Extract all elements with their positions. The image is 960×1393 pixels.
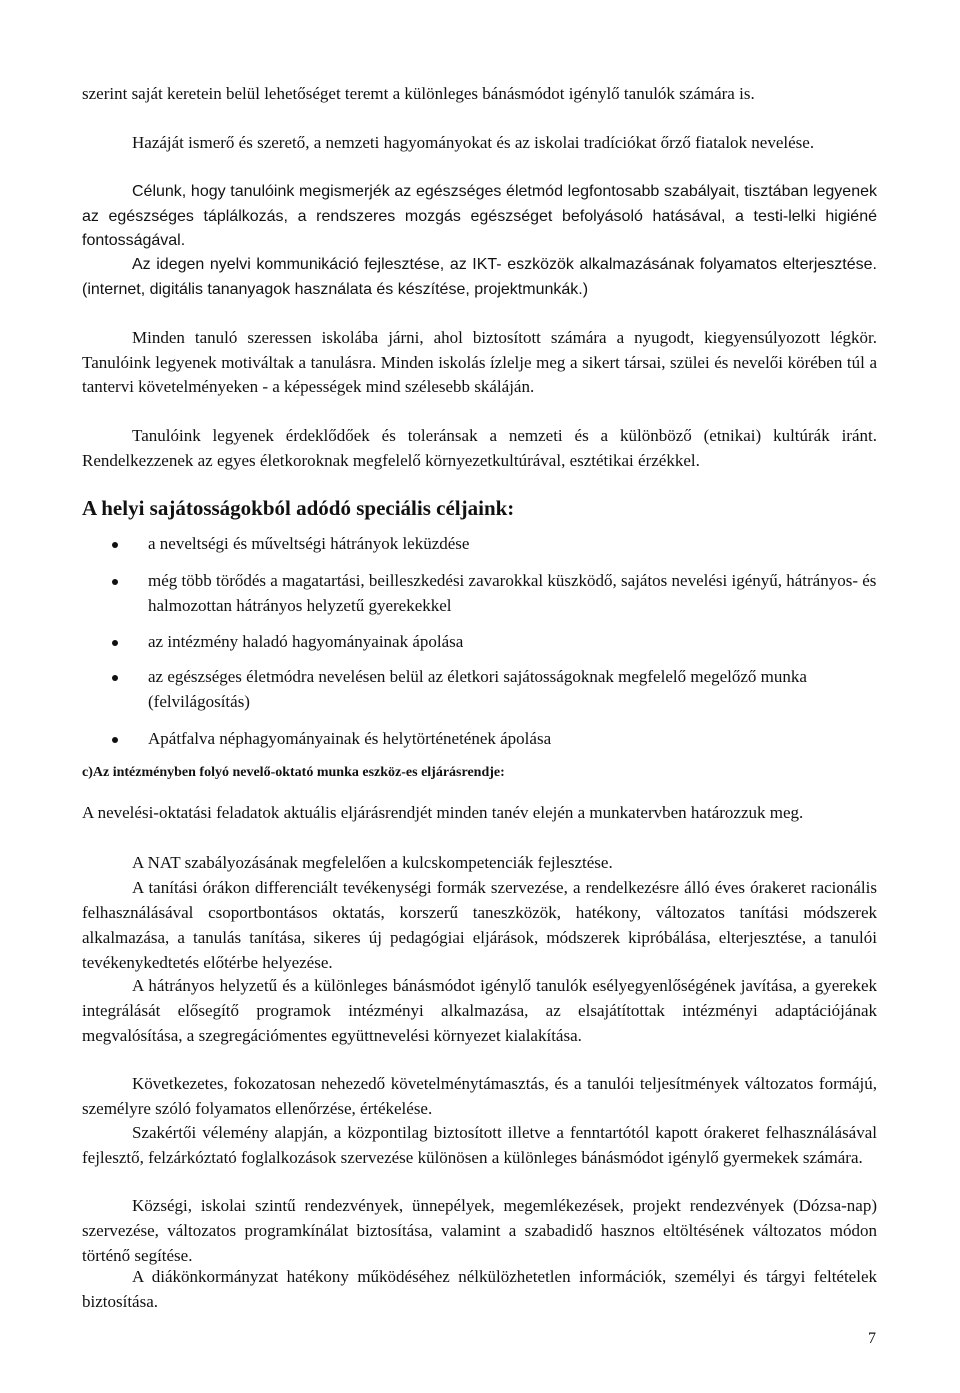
bullet-icon (112, 542, 118, 548)
paragraph-requirements: Következetes, fokozatosan nehezedő követelménytámasztás, és a tanulói teljesítmények változatos formájú, személyre szóló folyamatos ellenőrzése, értékelése. (82, 1074, 877, 1118)
list-item (82, 569, 882, 618)
list-item-text: Apátfalva néphagyományainak és helytörténetének ápolása (148, 729, 552, 748)
paragraph-health: Célunk, hogy tanulóink megismerjék az egészséges életmód legfontosabb szabályait, tisztában legyenek az egészséges táplálkozás, a rendszeres mozgás egészséget befolyásoló hatásával, a testi-lelki higiéné fontosságával. (82, 183, 877, 249)
list-item-text: az intézmény haladó hagyományainak ápolása (148, 632, 464, 651)
paragraph-intro-continued: szerint saját keretein belül lehetőséget teremt a különleges bánásmódot igénylő tanulók számára is. (82, 84, 755, 103)
list-item (82, 727, 551, 752)
list-item (82, 665, 882, 714)
paragraph-atmosphere: Minden tanuló szeressen iskolába járni, ahol biztosított számára a nyugodt, kiegyensúlyozott légkör. Tanulóink legyenek motiváltak a tanulásra. Minden iskolás ízlelje meg a sikert társai, szülei és nevelői körében túl a tantervi követelményeken - a képességek mind szélesebb skáláján. (82, 328, 877, 396)
paragraph-heritage: Hazáját ismerő és szerető, a nemzeti hagyományokat és az iskolai tradíciókat őrző fiatalok nevelése. (132, 133, 815, 152)
paragraph-language-ikt: Az idegen nyelvi kommunikáció fejlesztése, az IKT- eszközök alkalmazásának folyamatos elterjesztése. (internet, digitális tananyagok használata és készítése, projektmunkák.) (82, 256, 877, 298)
bullet-icon (112, 675, 118, 681)
paragraph-nat: A NAT szabályozásának megfelelően a kulcskompetenciák fejlesztése. (132, 853, 613, 872)
list-item (82, 630, 463, 655)
paragraph-differentiated: A tanítási órákon differenciált tevékenységi formák szervezése, a rendelkezésre álló éves órakeret racionális felhasználásával csoportbontásos oktatás, korszerű taneszközök, hatékony, változatos tanítási módszerek alkalmazása, a tanulás tanítása, sikeres új pedagógiai eljárások, módszerek kipróbálása, elterjesztése, a tanulói tevékenykedtetés előtérbe helyezése. (82, 878, 877, 972)
list-item-text: még több törődés a magatartási, beilleszkedési zavarokkal küszködő, sajátos nevelési igényű, hátrányos- és halmozottan hátrányos helyzetű gyerekekkel (148, 571, 877, 615)
section-heading-local-goals: A helyi sajátosságokból adódó speciális céljaink: (82, 496, 515, 520)
paragraph-expert-opinion: Szakértői vélemény alapján, a központilag biztosított illetve a fenntartótól kapott órakeret felhasználásával fejlesztő, felzárkóztató foglalkozások szervezése különösen a különleges bánásmódot igénylő gyermekek számára. (82, 1123, 877, 1167)
list-item-text: az egészséges életmódra nevelésen belül az életkori sajátosságoknak megfelelő megelőző munka (felvilágosítás) (148, 667, 807, 711)
paragraph-student-council: A diákönkormányzat hatékony működéséhez nélkülözhetetlen információk, személyi és tárgyi feltételek biztosítása. (82, 1267, 877, 1311)
list-item (82, 532, 469, 557)
list-item-text: a neveltségi és műveltségi hátrányok leküzdése (148, 534, 470, 553)
paragraph-equal-opportunity: A hátrányos helyzetű és a különleges bánásmódot igénylő tanulók esélyegyenlőségének javítása, a gyerekek integrálását elősegítő programok intézményi alkalmazása, az elsajátítottak intézményi adaptációjának megvalósítása, a szegregációmentes együttnevelési környezet kialakítása. (82, 976, 877, 1045)
bullet-icon (112, 640, 118, 646)
page-number: 7 (868, 1330, 876, 1347)
bullet-icon (112, 579, 118, 585)
paragraph-procedures: A nevelési-oktatási feladatok aktuális eljárásrendjét minden tanév elején a munkatervben határozzuk meg. (82, 803, 804, 822)
paragraph-tolerance: Tanulóink legyenek érdeklődőek és toleránsak a nemzeti és a különböző (etnikai) kultúrák iránt. Rendelkezzenek az egyes életkoroknak megfelelő környezetkultúrával, esztétikai érzékkel. (82, 426, 877, 470)
paragraph-events: Községi, iskolai szintű rendezvények, ünnepélyek, megemlékezések, projekt rendezvények (Dózsa-nap) szervezése, változatos programkínálat biztosítása, valamint a szabadidő hasznos eltöltésének változatos módon történő segítése. (82, 1196, 877, 1265)
section-subheading-procedures: c)Az intézményben folyó nevelő-oktató munka eszköz-es eljárásrendje: (82, 765, 505, 780)
bullet-icon (112, 737, 118, 743)
